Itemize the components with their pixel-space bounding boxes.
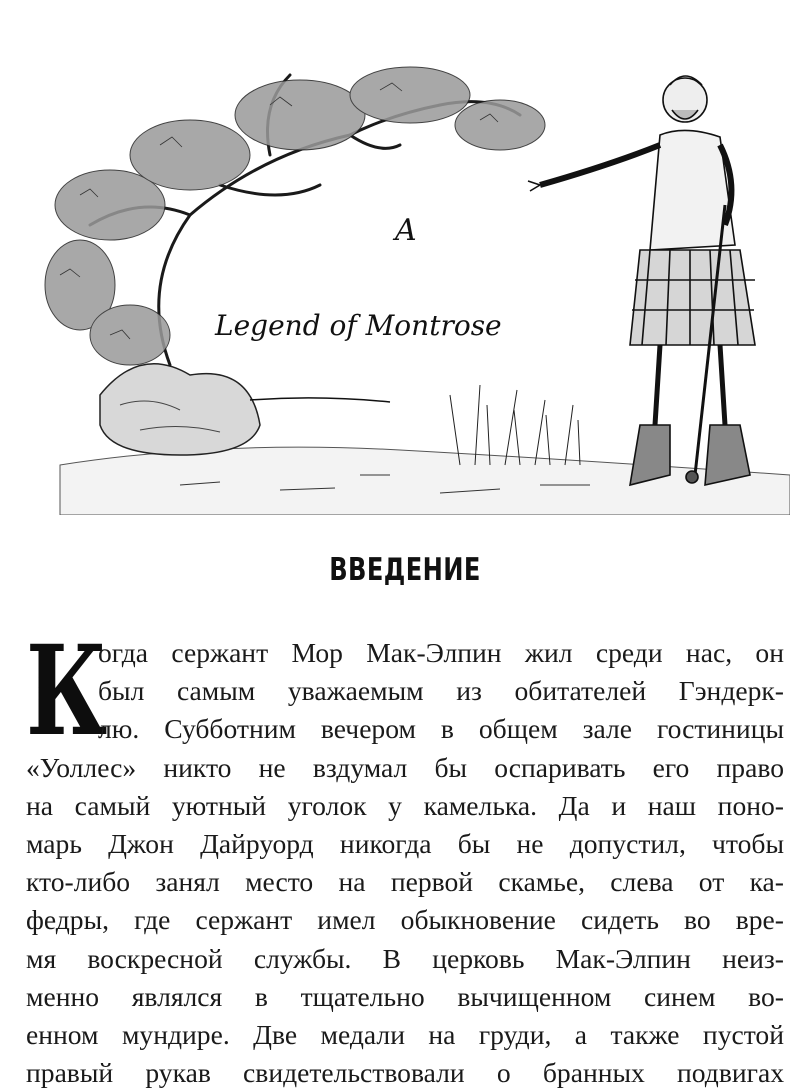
text-line: лю. Субботним вечером в общем зале гостиницы <box>98 713 784 745</box>
text-line: кто-либо занял место на первой скамье, слева от ка- <box>26 866 784 898</box>
engraving-script-title: Legend of Montrose <box>215 309 502 342</box>
text-line: правый рукав свидетельствовали о бранных подвигах <box>26 1057 784 1089</box>
drop-cap-letter: К <box>26 619 108 764</box>
title-engraving <box>20 45 790 515</box>
text-line: огда сержант Мор Мак-Элпин жил среди нас, он <box>98 637 784 668</box>
text-line: «Уоллес» никто не вздумал бы оспаривать его право <box>26 751 784 783</box>
text-line: енном мундире. Две медали на груди, а также пустой <box>26 1019 784 1051</box>
chapter-body-text <box>26 619 784 1092</box>
engraving-script-a: A <box>395 213 417 248</box>
text-line: мя воскресной службы. В церковь Мак-Элпин неиз- <box>26 942 784 974</box>
text-line: на самый уютный уголок у камелька. Да и наш поно- <box>26 789 784 821</box>
text-line: менно являлся в тщательно вычищенном синем во- <box>26 980 784 1012</box>
text-line: марь Джон Дайруорд никогда бы не допустил, чтобы <box>26 828 784 860</box>
text-line: был самым уважаемым из обитателей Гэндерк- <box>98 675 784 707</box>
text-line: федры, где сержант имел обыкновение сидеть во вре- <box>26 904 784 936</box>
chapter-heading: ВВЕДЕНИЕ <box>329 552 481 588</box>
